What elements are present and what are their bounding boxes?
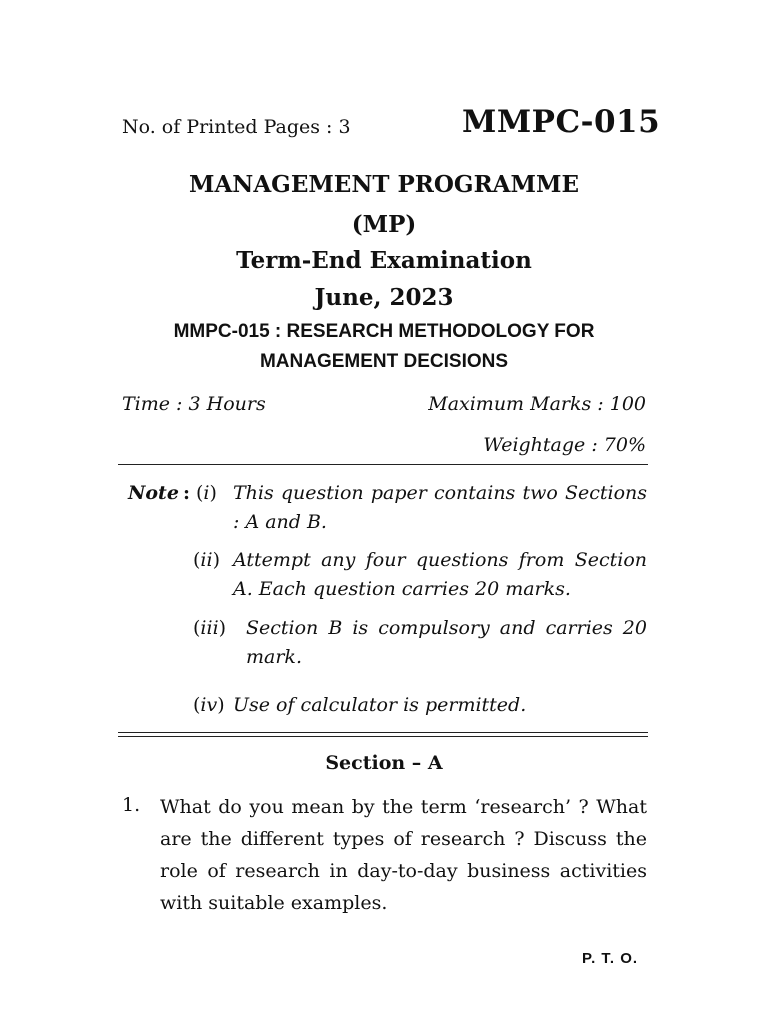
note-colon: : xyxy=(183,482,191,504)
note-item-i-num: (i) xyxy=(196,482,217,504)
note-item-iv-numeral: iv xyxy=(200,694,218,716)
note-item-ii-numeral: ii xyxy=(200,549,213,571)
course-code: MMPC-015 xyxy=(462,104,661,140)
time-allowed: Time : 3 Hours xyxy=(122,393,266,415)
section-heading: Section – A xyxy=(325,752,443,774)
programme-title: MANAGEMENT PROGRAMME xyxy=(189,171,579,198)
note-item-iii-text: Section B is compulsory and carries 20 mark. xyxy=(246,617,647,668)
weightage: Weightage : 70% xyxy=(483,434,646,456)
exam-date: June, 2023 xyxy=(314,284,454,311)
note-item-iv-text: Use of calculator is permitted. xyxy=(233,694,527,716)
note-item-iii-num: (iii) xyxy=(193,617,227,639)
note-item-iv-num: (iv) xyxy=(193,694,225,716)
programme-abbrev: (MP) xyxy=(351,211,417,238)
note-item-i-text: This question paper contains two Sections : A and B. xyxy=(233,482,647,533)
note-item-iii-numeral: iii xyxy=(200,617,219,639)
divider-double-top xyxy=(118,732,648,733)
question-number: 1. xyxy=(122,794,141,816)
page-turn-indicator: P. T. O. xyxy=(582,950,639,967)
divider-top xyxy=(118,464,648,465)
question-text: What do you mean by the term ‘research’ ? What are the different types of research ? Discuss the role of research in day-to-day business activities with suitable examples. xyxy=(160,796,647,914)
course-title-line2: MANAGEMENT DECISIONS xyxy=(259,351,509,372)
note-item-ii-text: Attempt any four questions from Section A. Each question carries 20 marks. xyxy=(233,549,647,600)
divider-double-bottom xyxy=(118,736,648,737)
note-item-i-numeral: i xyxy=(203,482,210,504)
exam-title: Term-End Examination xyxy=(236,247,532,274)
maximum-marks: Maximum Marks : 100 xyxy=(428,393,646,415)
note-label: Note xyxy=(128,482,179,504)
note-item-ii-num: (ii) xyxy=(193,549,220,571)
course-title-line1: MMPC-015 : RESEARCH METHODOLOGY FOR xyxy=(173,321,595,342)
printed-pages: No. of Printed Pages : 3 xyxy=(122,116,351,138)
